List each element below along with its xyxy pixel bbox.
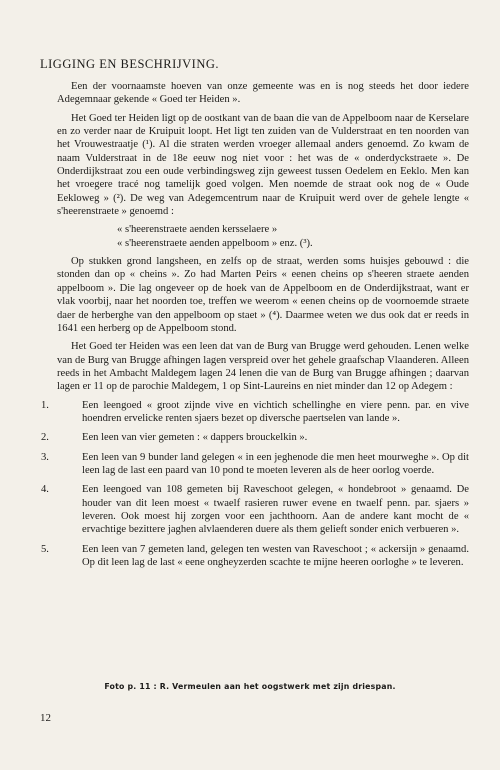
body-text xyxy=(41,80,469,575)
list-item-text: Een leen van 7 gemeten land, gelegen ten westen van Raveschoot ; « ackersijn » genaamd. Op dit leen lag de last « eene ongheyzerden scachte te mijne heeren oorloghe » te leveren. xyxy=(82,543,469,568)
list-item xyxy=(41,399,469,426)
section-heading: LIGGING EN BESCHRIJVING. xyxy=(40,57,220,71)
fief-list xyxy=(41,399,469,570)
quote-line: « s'heerenstraete aenden appelboom » enz. (³). xyxy=(117,237,313,249)
list-item-number: 1. xyxy=(41,399,49,411)
list-item-number: 5. xyxy=(41,543,49,555)
list-item-number: 3. xyxy=(41,451,49,463)
list-item xyxy=(41,431,469,444)
page-number: 12 xyxy=(40,712,51,724)
list-item-text: Een leen van vier gemeten : « dappers brouckelkin ». xyxy=(82,432,308,444)
quote-block xyxy=(117,223,469,250)
paragraph-3: Op stukken grond langsheen, en zelfs op de straat, werden soms huisjes gebouwd : die stonden dan op « cheins ». Zo had Marten Peirs « eenen cheins op s'heeren straete aenden appelboom ». Die lag ongeveer op de hoek van de Appelboom en de Onderdijkstraat, want er vlak voorbij, naar het noorden toe, treffen we weerom « eenen cheins op de voornoemde straete daer de herberghe van den appelboom op staet » (⁴). Daarmee weten we dus ook dat er reeds in 1641 een herberg op de Appelboom stond. xyxy=(57,256,469,334)
list-item-text: Een leengoed « groot zijnde vive en vichtich schellinghe en viere penn. par. en vive hoendren ervelicke renten sjaers bezet op diversche paertselen van lande ». xyxy=(82,399,469,424)
quote-line: « s'heerenstraete aenden kersselaere » xyxy=(117,224,278,236)
paragraph-1: Een der voornaamste hoeven van onze gemeente was en is nog steeds het door iedere Adegemnaar gekende « Goed ter Heiden ». xyxy=(57,81,469,106)
list-item-text: Een leengoed van 108 gemeten bij Raveschoot gelegen, « hondebroot » genaamd. De houder van dit leen moest « twaelf rasieren ruwer evene en twaelf penn. par. sjaers » leveren. Ook moest hij zorgen voor een jachthoorn. Aan de andere kant mocht de « ervachtige bezittere jaghen alvlaenderen duere als them gelieft sonder enich verbueren ». xyxy=(82,484,469,536)
paragraph-2: Het Goed ter Heiden ligt op de oostkant van de baan die van de Appelboom naar de Kerselare en zo verder naar de Kruipuit loopt. Het ligt ten zuiden van de Vulderstraat en ten noorden van het Vrouwestraatje (¹). Al die straten werden vroeger allemaal anders genoemd. Zo kwam de naam Vulderstraat in de 18e eeuw nog niet voor : het was de « onderdyckstraete ». De Onderdijkstraat zou een oude verbindingsweg zijn geweest tussen Oedelem en Eeklo. Men kan het vroegere tracé nog tamelijk goed volgen. Men noemde de straat ook nog de « Oude Eekloweg » (²). De weg van Adegemcentrum naar de Kruipuit werd over de gehele lengte « s'heerenstraete » genoemd : xyxy=(57,112,469,218)
list-item-text: Een leen van 9 bunder land gelegen « in een jeghenode die men heet mourweghe ». Op dit leen lag de last een paard van 10 pond te moeten leveren als de heer oorlog voerde. xyxy=(82,451,469,476)
list-item xyxy=(41,451,469,478)
list-item xyxy=(41,483,469,536)
list-item-number: 2. xyxy=(41,432,49,444)
list-item-number: 4. xyxy=(41,484,49,496)
photo-caption: Foto p. 11 : R. Vermeulen aan het oogstwerk met zijn driespan. xyxy=(104,682,396,691)
paragraph-4: Het Goed ter Heiden was een leen dat van de Burg van Brugge werd gehouden. Lenen welke van de Burg van Brugge afhingen lagen verspreid over het gehele graafschap Vlaanderen. Alleen reeds in het Ambacht Maldegem lagen 24 lenen die van de Burg van Brugge afhingen ; daarvan lagen er 11 op de parochie Maldegem, 1 op Sint-Laureins en niet minder dan 12 op Adegem : xyxy=(57,341,469,393)
list-item xyxy=(41,543,469,570)
